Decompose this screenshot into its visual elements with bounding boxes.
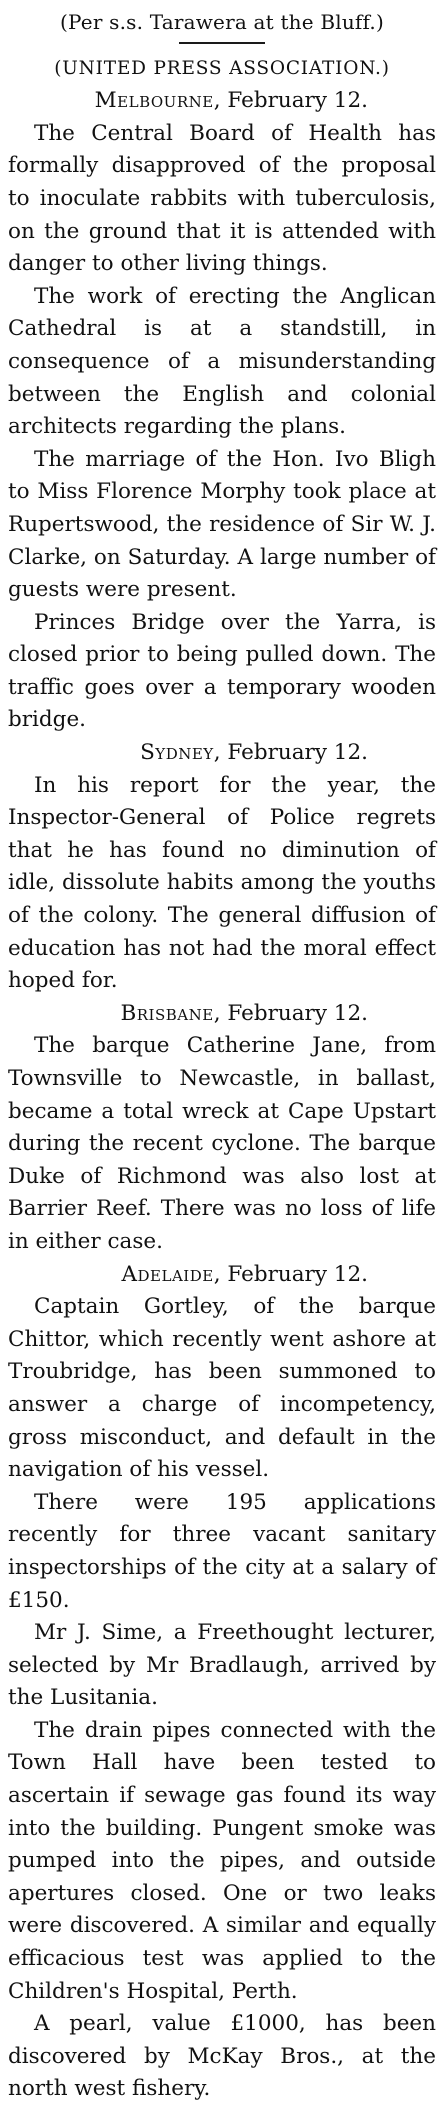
news-item: The barque Catherine Jane, from Townsville to Newcastle, in ballast, became a total wreck at Cape Upstart during the recent cyclone. The barque Duke of Richmond was also lost at Barrier Reef. There was no loss of life in either case. <box>8 1033 436 1254</box>
dateline-date: February 12. <box>227 1000 368 1026</box>
news-item: There were 195 applications recently for three vacant sanitary inspectorships of the city at a salary of £150. <box>8 1489 436 1613</box>
news-item: The marriage of the Hon. Ivo Bligh to Miss Florence Morphy took place at Rupertswood, the residence of Sir W. J. Clarke, on Saturday. A large number of guests were present. <box>8 446 436 603</box>
news-item: Princes Bridge over the Yarra, is closed prior to being pulled down. The traffic goes over a temporary wooden bridge. <box>8 609 436 733</box>
agency-line: (UNITED PRESS ASSOCIATION.) <box>54 57 390 79</box>
dateline: Adelaide, February 12. <box>121 1261 368 1287</box>
dateline-city: Adelaide <box>121 1261 214 1287</box>
divider-rule <box>179 42 265 44</box>
dateline-date: February 12. <box>227 88 368 114</box>
news-item: The work of erecting the Anglican Cathedral is at a standstill, in consequence of a misunderstanding between the English and colonial architects regarding the plans. <box>8 283 436 440</box>
news-item: A pearl, value £1000, has been discovered by McKay Bros., at the north west fishery. <box>8 2011 436 2102</box>
dateline: Brisbane, February 12. <box>120 1000 368 1026</box>
dateline-city: Melbourne <box>94 88 214 114</box>
news-item: The drain pipes connected with the Town Hall have been tested to ascertain if sewage gas found its way into the building. Pungent smoke was pumped into the pipes, and outside apertures closed. One or two leaks were discovered. A similar and equally efficacious test was applied to the Children's Hospital, Perth. <box>8 1717 436 2004</box>
dateline: Sydney, February 12. <box>140 740 368 766</box>
dateline-city: Brisbane <box>120 1000 214 1026</box>
dateline-date: February 12. <box>227 1261 368 1287</box>
dispatch-adelaide <box>8 1259 436 2106</box>
dispatch-sydney <box>8 737 436 998</box>
source-line: (Per s.s. Tarawera at the Bluff.) <box>60 10 384 34</box>
news-item: The Central Board of Health has formally disapproved of the proposal to inoculate rabbits with tuberculosis, on the ground that it is attended with danger to other living things. <box>8 120 436 277</box>
news-item: Captain Gortley, of the barque Chittor, which recently went ashore at Troubridge, has been summoned to answer a charge of incompetency, gross misconduct, and default in the navigation of his vessel. <box>8 1294 436 1483</box>
dateline: Melbourne, February 12. <box>94 88 368 114</box>
news-item: In his report for the year, the Inspector-General of Police regrets that he has found no diminution of idle, dissolute habits among the youths of the colony. The general diffusion of education has not had the moral effect hoped for. <box>8 772 436 994</box>
dateline-city: Sydney <box>140 740 214 766</box>
dateline-date: February 12. <box>227 740 368 766</box>
dispatch-melbourne <box>8 85 436 737</box>
news-item: Mr J. Sime, a Freethought lecturer, selected by Mr Bradlaugh, arrived by the Lusitania. <box>8 1620 436 1711</box>
dispatch-brisbane <box>8 998 436 1259</box>
